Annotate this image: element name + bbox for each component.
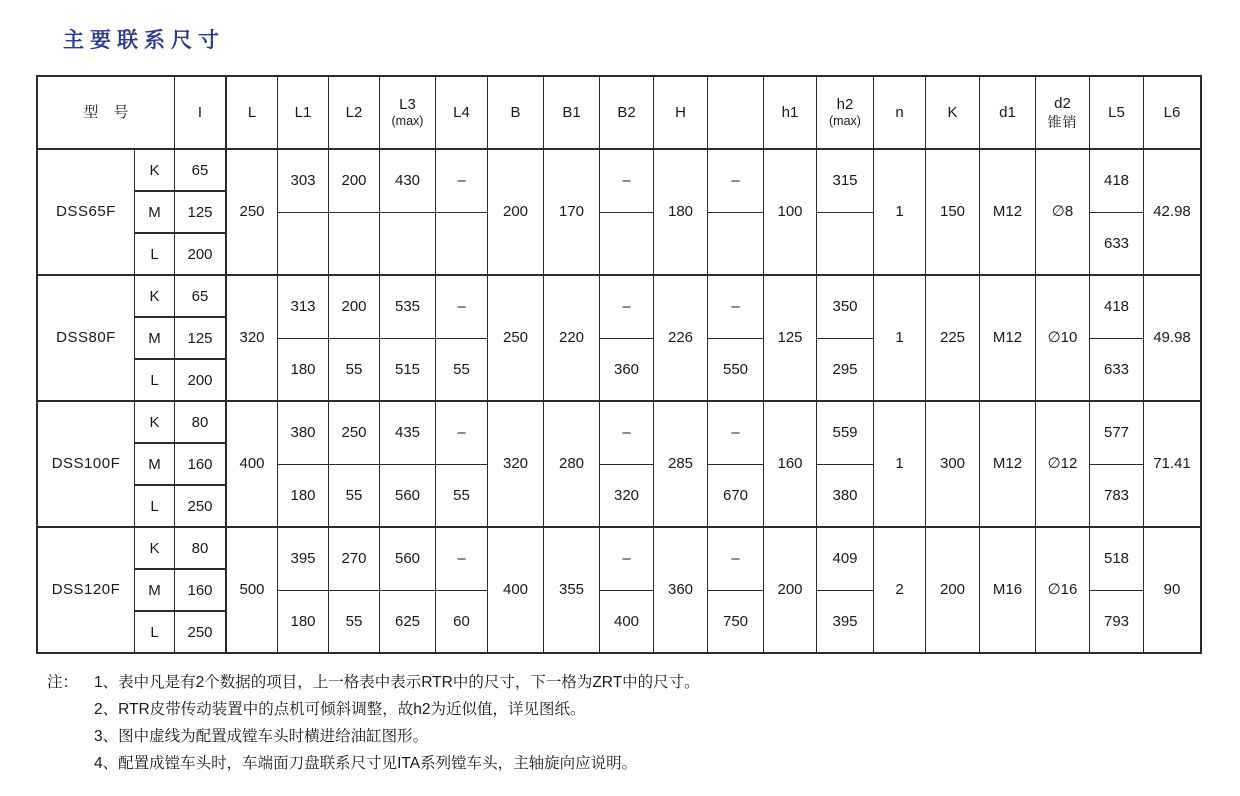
cell-L6: 42.98 xyxy=(1153,203,1191,221)
kml-column xyxy=(135,528,175,652)
header-cell-L2 xyxy=(329,77,380,148)
kml-column xyxy=(135,276,175,400)
cell-col-blank xyxy=(708,276,764,400)
model-cell xyxy=(38,150,135,274)
cell-col-L4 xyxy=(436,528,488,652)
cell-H: 180 xyxy=(654,150,708,274)
header-cell-h1 xyxy=(764,77,817,148)
cell-L2-bottom: 55 xyxy=(345,486,363,504)
cell-col-L4 xyxy=(436,276,488,400)
header-label: H xyxy=(675,103,686,121)
cell-L4-top: – xyxy=(436,402,487,465)
header-label: d1 xyxy=(999,103,1016,121)
kml-cell: K xyxy=(135,402,174,444)
cell-col-blank xyxy=(708,402,764,526)
header-cell-B2 xyxy=(600,77,654,148)
kml-cell: L xyxy=(150,623,159,641)
i-cell: 200 xyxy=(187,371,213,389)
cell-L1-top: 303 xyxy=(278,150,328,213)
cell-L1-top: 380 xyxy=(278,402,328,465)
cell-B2-bottom: 360 xyxy=(613,360,640,378)
i-cell: 65 xyxy=(175,276,225,318)
header-cell-H xyxy=(654,77,708,148)
cell-B2-bottom: 320 xyxy=(613,486,640,504)
header-label: L3 xyxy=(399,96,416,114)
cell-col-h2 xyxy=(817,528,874,652)
cell-h2-top: 315 xyxy=(817,150,873,213)
cell-L5-top: 418 xyxy=(1090,150,1143,213)
cell-col-L5 xyxy=(1090,528,1144,652)
cell-L: 320 xyxy=(227,276,278,400)
cell-h1: 160 xyxy=(764,402,817,526)
cell-L3-top: 435 xyxy=(380,402,435,465)
cell-col-L2 xyxy=(329,150,380,274)
cell-col-B2 xyxy=(600,528,654,652)
note-line-2: 2、RTR皮带传动装置中的点机可倾斜调整，故h2为近似值，详见图纸。 xyxy=(94,701,586,718)
header-cell-L5 xyxy=(1090,77,1144,148)
header-sublabel: (max) xyxy=(829,114,861,129)
cell-n: 2 xyxy=(874,528,926,652)
note-line-3: 3、图中虚线为配置成镗车头时横进给油缸图形。 xyxy=(94,728,429,745)
kml-column xyxy=(135,402,175,526)
i-cell: 125 xyxy=(175,318,225,360)
cell-H: 226 xyxy=(654,276,708,400)
header-label: n xyxy=(895,103,904,121)
header-cell-blank xyxy=(708,77,764,148)
cell-L1-bottom: 180 xyxy=(290,612,316,630)
cell-L1-bottom xyxy=(278,213,328,275)
cell-K: 150 xyxy=(926,150,980,274)
cell-L4-top: – xyxy=(436,276,487,339)
cell-K: 300 xyxy=(926,402,980,526)
cell-L5-bottom: 783 xyxy=(1103,486,1130,504)
cell-L5-bottom: 633 xyxy=(1103,234,1130,252)
kml-cell: K xyxy=(135,528,174,570)
i-column xyxy=(175,276,227,400)
kml-cell: M xyxy=(135,318,174,360)
kml-cell: M xyxy=(135,444,174,486)
cell-L5-bottom: 793 xyxy=(1103,612,1130,630)
cell-L6: 71.41 xyxy=(1153,455,1191,473)
header-cell-L3 xyxy=(380,77,436,148)
cell-B: 200 xyxy=(488,150,544,274)
cell-col-L3 xyxy=(380,402,436,526)
cell-blank-bottom: 670 xyxy=(722,486,749,504)
cell-d2: ∅12 xyxy=(1036,402,1090,526)
header-label: K xyxy=(947,103,958,121)
page-title: 主要联系尺寸 xyxy=(63,29,225,52)
cell-L4-bottom xyxy=(436,213,487,275)
cell-B2-bottom: 400 xyxy=(613,612,640,630)
cell-B1: 220 xyxy=(544,276,600,400)
cell-h2-bottom: 395 xyxy=(832,612,858,630)
cell-blank-bottom: 550 xyxy=(722,360,749,378)
header-label: h2 xyxy=(836,96,854,114)
cell-L1-top: 313 xyxy=(278,276,328,339)
i-column xyxy=(175,402,227,526)
header-label: 型 号 xyxy=(83,103,129,121)
cell-B2-top: – xyxy=(600,150,653,213)
cell-col-L1 xyxy=(278,276,329,400)
cell-d2: ∅16 xyxy=(1036,528,1090,652)
cell-B2-top: – xyxy=(600,528,653,591)
cell-d2: ∅10 xyxy=(1036,276,1090,400)
cell-col-B2 xyxy=(600,276,654,400)
i-cell: 80 xyxy=(175,402,225,444)
cell-col-L4 xyxy=(436,150,488,274)
cell-L3-bottom: 625 xyxy=(394,612,421,630)
cell-L3-bottom: 560 xyxy=(394,486,421,504)
cell-K: 225 xyxy=(926,276,980,400)
cell-L6: 90 xyxy=(1163,581,1181,599)
header-cell-L xyxy=(227,77,278,148)
cell-col-L1 xyxy=(278,402,329,526)
cell-h2-bottom: 295 xyxy=(832,360,858,378)
cell-L5-top: 418 xyxy=(1090,276,1143,339)
cell-col-h2 xyxy=(817,276,874,400)
model-cell xyxy=(38,402,135,526)
cell-L3-top: 560 xyxy=(380,528,435,591)
header-cell-d2 xyxy=(1036,77,1090,148)
header-cell-d1 xyxy=(980,77,1036,148)
cell-L4-bottom: 60 xyxy=(453,612,470,630)
cell-L3-bottom: 515 xyxy=(394,360,421,378)
cell-K: 200 xyxy=(926,528,980,652)
cell-col-L5 xyxy=(1090,276,1144,400)
cell-B1: 280 xyxy=(544,402,600,526)
cell-L1-bottom: 180 xyxy=(290,486,316,504)
cell-n: 1 xyxy=(874,276,926,400)
cell-L2-top: 200 xyxy=(329,150,379,213)
kml-cell: L xyxy=(150,497,159,515)
table-row-DSS80F xyxy=(38,274,1200,400)
cell-h1: 100 xyxy=(764,150,817,274)
cell-col-L5 xyxy=(1090,150,1144,274)
i-cell: 250 xyxy=(187,497,213,515)
cell-L2-bottom: 55 xyxy=(345,360,363,378)
cell-blank-top: – xyxy=(708,402,763,465)
cell-L5-top: 518 xyxy=(1090,528,1143,591)
header-cell-model xyxy=(38,77,175,148)
cell-B2-top: – xyxy=(600,402,653,465)
cell-col-h2 xyxy=(817,402,874,526)
header-label: L4 xyxy=(453,103,470,121)
cell-B: 250 xyxy=(488,276,544,400)
cell-blank-bottom xyxy=(708,213,763,275)
cell-L3-top: 430 xyxy=(380,150,435,213)
cell-blank-top: – xyxy=(708,150,763,213)
header-label: B2 xyxy=(617,103,636,121)
header-cell-n xyxy=(874,77,926,148)
cell-col-L3 xyxy=(380,276,436,400)
i-cell: 250 xyxy=(187,623,213,641)
header-label: B xyxy=(510,103,521,121)
header-cell-h2 xyxy=(817,77,874,148)
cell-h1: 125 xyxy=(764,276,817,400)
cell-L2-top: 250 xyxy=(329,402,379,465)
cell-col-B2 xyxy=(600,402,654,526)
cell-h2-bottom: 380 xyxy=(832,486,858,504)
model-name: DSS100F xyxy=(51,455,121,473)
note-line-4: 4、配置成镗车头时，车端面刀盘联系尺寸见ITA系列镗车头，主轴旋向应说明。 xyxy=(94,755,638,772)
cell-L4-top: – xyxy=(436,150,487,213)
cell-L3-top: 535 xyxy=(380,276,435,339)
notes-prefix: 注： xyxy=(47,674,79,691)
cell-L: 400 xyxy=(227,402,278,526)
cell-h2-top: 350 xyxy=(817,276,873,339)
header-label: L2 xyxy=(345,103,363,121)
header-label: I xyxy=(197,103,203,121)
cell-d1: M12 xyxy=(980,150,1036,274)
cell-L2-bottom xyxy=(329,213,379,275)
cell-col-L2 xyxy=(329,528,380,652)
cell-blank-top: – xyxy=(708,528,763,591)
cell-L4-top: – xyxy=(436,528,487,591)
cell-d2: ∅8 xyxy=(1036,150,1090,274)
kml-cell: K xyxy=(135,276,174,318)
cell-h2-bottom xyxy=(817,213,873,275)
header-sublabel: (max) xyxy=(391,114,424,129)
cell-L4-bottom: 55 xyxy=(453,486,470,504)
i-column xyxy=(175,150,227,274)
header-cell-L4 xyxy=(436,77,488,148)
header-cell-I xyxy=(175,77,227,148)
header-cell-B xyxy=(488,77,544,148)
cell-H: 360 xyxy=(654,528,708,652)
header-label: d2 xyxy=(1054,95,1071,113)
cell-L1-top: 395 xyxy=(278,528,328,591)
cell-h2-top: 559 xyxy=(817,402,873,465)
model-name: DSS120F xyxy=(51,581,121,599)
cell-d1: M12 xyxy=(980,276,1036,400)
kml-cell: M xyxy=(135,192,174,234)
cell-col-L2 xyxy=(329,402,380,526)
cell-B: 320 xyxy=(488,402,544,526)
table-row-DSS100F xyxy=(38,400,1200,526)
header-cell-B1 xyxy=(544,77,600,148)
header-cell-K xyxy=(926,77,980,148)
i-column xyxy=(175,528,227,652)
header-label: L xyxy=(247,103,257,121)
cell-col-B2 xyxy=(600,150,654,274)
model-cell xyxy=(38,528,135,652)
kml-column xyxy=(135,150,175,274)
cell-d1: M16 xyxy=(980,528,1036,652)
note-line-1: 1、表中凡是有2个数据的项目，上一格表中表示RTR中的尺寸，下一格为ZRT中的尺寸。 xyxy=(94,674,700,691)
model-name: DSS65F xyxy=(56,203,116,221)
cell-L: 250 xyxy=(227,150,278,274)
kml-cell: M xyxy=(135,570,174,612)
cell-col-blank xyxy=(708,528,764,652)
notes-list xyxy=(94,669,700,777)
cell-blank-bottom: 750 xyxy=(722,612,749,630)
header-label: L6 xyxy=(1163,103,1181,121)
cell-L3-bottom xyxy=(380,213,435,275)
cell-L2-bottom: 55 xyxy=(345,612,363,630)
header-label: h1 xyxy=(781,103,799,121)
cell-B1: 170 xyxy=(544,150,600,274)
cell-col-L3 xyxy=(380,528,436,652)
cell-L1-bottom: 180 xyxy=(290,360,316,378)
cell-L2-top: 200 xyxy=(329,276,379,339)
kml-cell: L xyxy=(150,371,159,389)
model-cell xyxy=(38,276,135,400)
cell-n: 1 xyxy=(874,402,926,526)
cell-col-L4 xyxy=(436,402,488,526)
cell-col-blank xyxy=(708,150,764,274)
cell-B2-top: – xyxy=(600,276,653,339)
cell-col-h2 xyxy=(817,150,874,274)
cell-B2-bottom xyxy=(600,213,653,275)
model-name: DSS80F xyxy=(56,329,116,347)
dimension-table xyxy=(36,75,1202,654)
cell-h1: 200 xyxy=(764,528,817,652)
header-sublabel: 锥销 xyxy=(1047,113,1078,130)
cell-L: 500 xyxy=(227,528,278,652)
i-cell: 160 xyxy=(175,570,225,612)
cell-B1: 355 xyxy=(544,528,600,652)
cell-blank-top: – xyxy=(708,276,763,339)
cell-col-L1 xyxy=(278,528,329,652)
cell-n: 1 xyxy=(874,150,926,274)
i-cell: 80 xyxy=(175,528,225,570)
header-cell-L1 xyxy=(278,77,329,148)
cell-col-L3 xyxy=(380,150,436,274)
header-label: L1 xyxy=(294,103,312,121)
cell-L2-top: 270 xyxy=(329,528,379,591)
cell-h2-top: 409 xyxy=(817,528,873,591)
kml-cell: K xyxy=(135,150,174,192)
kml-cell: L xyxy=(150,245,159,263)
table-header-row xyxy=(38,77,1200,148)
header-label: L5 xyxy=(1108,103,1125,121)
cell-col-L2 xyxy=(329,276,380,400)
cell-H: 285 xyxy=(654,402,708,526)
table-row-DSS65F xyxy=(38,148,1200,274)
cell-d1: M12 xyxy=(980,402,1036,526)
cell-col-L1 xyxy=(278,150,329,274)
i-cell: 160 xyxy=(175,444,225,486)
i-cell: 125 xyxy=(175,192,225,234)
cell-L4-bottom: 55 xyxy=(453,360,470,378)
header-label: B1 xyxy=(562,103,581,121)
cell-L5-top: 577 xyxy=(1090,402,1143,465)
i-cell: 200 xyxy=(187,245,213,263)
cell-B: 400 xyxy=(488,528,544,652)
cell-col-L5 xyxy=(1090,402,1144,526)
cell-L6: 49.98 xyxy=(1153,329,1191,347)
i-cell: 65 xyxy=(175,150,225,192)
table-row-DSS120F xyxy=(38,526,1200,652)
cell-L5-bottom: 633 xyxy=(1103,360,1130,378)
header-cell-L6 xyxy=(1144,77,1200,148)
